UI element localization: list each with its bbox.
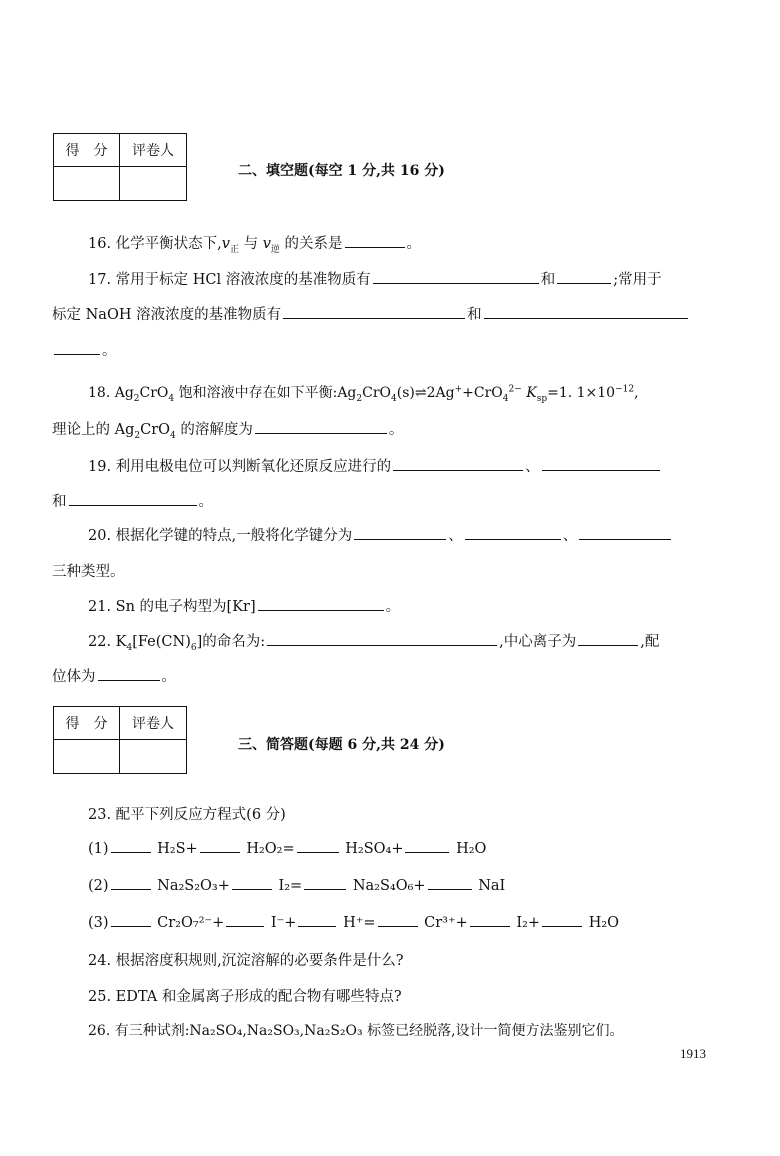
q18-t17: −12 [615, 384, 635, 395]
question-20-line-1 [88, 524, 673, 545]
q18-t5: 饱和溶液中存在如下平衡:Ag [174, 385, 357, 401]
r2-label: (2) [88, 878, 109, 894]
coef-blank[interactable] [542, 912, 582, 927]
score-cell[interactable] [54, 740, 120, 774]
page-number: 1913 [680, 1046, 706, 1061]
answer-blank[interactable] [283, 304, 465, 319]
question-16 [88, 232, 421, 253]
r3-t4: Cr³⁺+ [424, 915, 468, 931]
q18-b1: 理论上的 Ag [52, 422, 135, 438]
score-cell[interactable] [54, 167, 120, 201]
section-title-fill-in: 二、填空题(每空 1 分,共 16 分) [238, 163, 445, 179]
answer-blank[interactable] [258, 596, 384, 611]
q16-text-d: 。 [406, 236, 422, 252]
r3-t6: H₂O [588, 915, 620, 931]
q16-s1: 正 [229, 244, 239, 255]
r3-t2: I⁻+ [270, 915, 297, 931]
question-23-reaction-1 [88, 838, 486, 857]
q21-text-a: 21. Sn 的电子构型为[Kr] [88, 599, 256, 615]
q20-text-b: 、 [448, 528, 463, 544]
coef-blank[interactable] [111, 875, 151, 890]
coef-blank[interactable] [405, 838, 449, 853]
grader-cell[interactable] [120, 740, 187, 774]
answer-blank[interactable] [484, 304, 688, 319]
answer-blank[interactable] [578, 631, 638, 646]
q18-t14: K [521, 385, 537, 401]
q16-v2: v [262, 236, 271, 252]
q18-t7: CrO [362, 385, 392, 401]
answer-blank[interactable] [345, 233, 405, 248]
q19-text-b: 、 [525, 459, 540, 475]
q22-t4: 6 [190, 642, 197, 653]
answer-blank[interactable] [354, 525, 446, 540]
q17-text-d: 标定 NaOH 溶液浓度的基准物质有 [52, 307, 282, 323]
score-box-2 [53, 706, 187, 774]
q18-t1: 18. Ag [88, 385, 134, 401]
coef-blank[interactable] [111, 912, 151, 927]
q18-b2: 2 [134, 430, 141, 441]
question-24: 24. 根据溶度积规则,沉淀溶解的必要条件是什么? [88, 953, 404, 969]
q17-text-e: 和 [467, 307, 482, 323]
r1-label: (1) [88, 841, 109, 857]
question-23-reaction-3 [88, 912, 619, 931]
r2-t2: I₂= [278, 878, 303, 894]
q18-b4: 4 [170, 430, 176, 441]
question-26: 26. 有三种试剂:Na₂SO₄,Na₂SO₃,Na₂S₂O₃ 标签已经脱落,设计一简便方法鉴别它们。 [88, 1023, 624, 1039]
question-21 [88, 595, 400, 616]
coef-blank[interactable] [200, 838, 240, 853]
q22-t3: [Fe(CN) [132, 634, 191, 650]
section-title-short-answer: 三、简答题(每题 6 分,共 24 分) [238, 737, 445, 753]
q18-b6: 。 [388, 422, 404, 438]
q22-text-c: ,配 [640, 634, 660, 650]
coef-blank[interactable] [226, 912, 264, 927]
q22-t1: 22. K [88, 634, 127, 650]
answer-blank[interactable] [373, 269, 539, 284]
q16-s2: 逆 [270, 244, 280, 255]
question-18-line-2 [52, 418, 403, 439]
q18-t4: 4 [168, 393, 175, 404]
question-23-title: 23. 配平下列反应方程式(6 分) [88, 807, 286, 823]
q17-text-b: 和 [540, 272, 556, 288]
answer-blank[interactable] [542, 456, 660, 471]
answer-blank[interactable] [54, 340, 100, 355]
q17-text-c: ;常用于 [613, 272, 662, 288]
question-20-line-2: 三种类型。 [52, 564, 125, 580]
question-17-line-1 [88, 268, 662, 289]
r2-t4: NaI [478, 878, 506, 894]
answer-blank[interactable] [267, 631, 497, 646]
q18-t10: + [454, 384, 463, 395]
r1-t2: H₂O₂= [246, 841, 295, 857]
q19-text-c: 和 [52, 494, 67, 510]
q22-text-d: 位体为 [52, 669, 96, 685]
q16-text-a: 16. 化学平衡状态下, [88, 236, 222, 252]
question-17-line-3 [52, 339, 117, 360]
q21-text-b: 。 [385, 599, 401, 615]
q18-t6: 2 [356, 393, 363, 404]
q22-t5: ]的命名为: [196, 634, 266, 650]
q18-t15: sp [536, 393, 548, 404]
question-23-reaction-2 [88, 875, 505, 894]
q18-b5: 的溶解度为 [175, 422, 253, 438]
coef-blank[interactable] [470, 912, 510, 927]
q18-t3: CrO [139, 385, 169, 401]
score-label: 得 分 [54, 707, 120, 740]
answer-blank[interactable] [557, 269, 611, 284]
question-19-line-2 [52, 490, 213, 511]
q22-t2: 4 [126, 642, 133, 653]
score-label: 得 分 [54, 134, 120, 167]
q18-t11: +CrO [462, 385, 503, 401]
q19-text-a: 19. 利用电极电位可以判断氧化还原反应进行的 [88, 459, 392, 475]
score-box-1 [53, 133, 187, 201]
r1-t1: H₂S+ [157, 841, 198, 857]
coef-blank[interactable] [111, 838, 151, 853]
r3-label: (3) [88, 915, 109, 931]
r1-t4: H₂O [456, 841, 487, 857]
grader-label: 评卷人 [120, 134, 187, 167]
question-19-line-1 [88, 455, 662, 476]
grader-label: 评卷人 [120, 707, 187, 740]
q18-t2: 2 [133, 393, 140, 404]
q18-t8: 4 [391, 393, 397, 404]
q18-t12: 4 [502, 393, 509, 404]
r2-t3: Na₂S₄O₆+ [352, 878, 426, 894]
answer-blank[interactable] [98, 666, 160, 681]
question-22-line-1 [88, 630, 659, 651]
question-17-line-2 [52, 303, 690, 324]
r3-t3: H⁺= [343, 915, 376, 931]
answer-blank[interactable] [579, 525, 671, 540]
r3-t1: Cr₂O₇²⁻+ [157, 915, 225, 931]
q20-text-c: 、 [562, 528, 578, 544]
q18-t13: 2− [508, 384, 522, 395]
q18-t9: (s)⇌2Ag [396, 385, 455, 401]
question-25: 25. EDTA 和金属离子形成的配合物有哪些特点? [88, 989, 402, 1005]
q19-text-d: 。 [198, 494, 213, 510]
q16-text-c: 的关系是 [279, 236, 343, 252]
q22-text-e: 。 [161, 669, 176, 685]
q16-text-b: 与 [239, 236, 263, 252]
r3-t5: I₂+ [516, 915, 541, 931]
q18-b3: CrO [140, 422, 171, 438]
r1-t3: H₂SO₄+ [345, 841, 404, 857]
coef-blank[interactable] [378, 912, 418, 927]
q17-text-a: 17. 常用于标定 HCl 溶液浓度的基准物质有 [88, 272, 371, 288]
question-18-line-1 [88, 382, 639, 402]
answer-blank[interactable] [393, 456, 523, 471]
q16-v1: v [221, 236, 230, 252]
q18-t18: , [634, 385, 639, 401]
q22-text-b: ,中心离子为 [499, 634, 577, 650]
coef-blank[interactable] [304, 875, 346, 890]
q20-text-a: 20. 根据化学键的特点,一般将化学键分为 [88, 528, 353, 544]
answer-blank[interactable] [255, 419, 387, 434]
grader-cell[interactable] [120, 167, 187, 201]
q17-text-f: 。 [102, 343, 117, 359]
r2-t1: Na₂S₂O₃+ [157, 878, 230, 894]
coef-blank[interactable] [298, 912, 336, 927]
coef-blank[interactable] [297, 838, 339, 853]
answer-blank[interactable] [69, 491, 197, 506]
q18-t16: =1. 1×10 [547, 385, 616, 401]
coef-blank[interactable] [232, 875, 272, 890]
question-22-line-2 [52, 665, 176, 686]
answer-blank[interactable] [465, 525, 561, 540]
coef-blank[interactable] [428, 875, 472, 890]
